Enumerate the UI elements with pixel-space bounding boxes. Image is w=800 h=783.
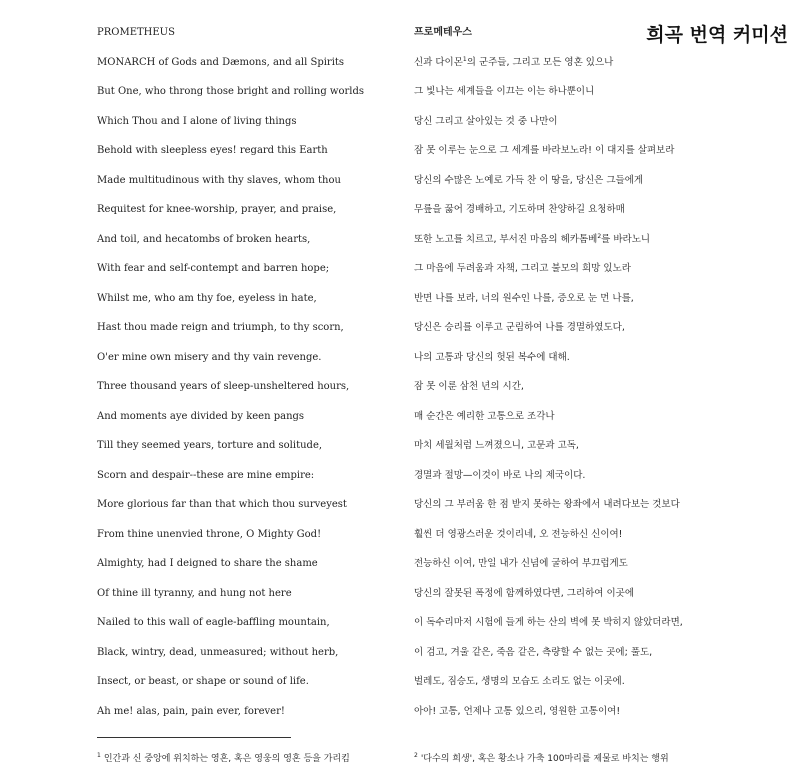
verse-text: 이 검고, 겨울 같은, 죽음 같은, 측량할 수 없는 곳에; 풀도, bbox=[414, 646, 653, 658]
verse-text: 그 빛나는 세계들을 이끄는 이는 하나뿐이니 bbox=[414, 86, 595, 97]
verse-line bbox=[414, 527, 754, 542]
verse-line: Black, wintry, dead, unmeasured; without herb, bbox=[97, 646, 339, 658]
verse-text: 아아! 고통, 언제나 고통 있으리, 영원한 고통이여! bbox=[414, 705, 621, 717]
verse-text: 를 바라노니 bbox=[601, 233, 651, 245]
verse-line bbox=[414, 291, 754, 306]
verse-text: 그 마음에 두려움과 자책, 그리고 불모의 희망 있노라 bbox=[414, 263, 631, 274]
korean-heading: 프로메테우스 bbox=[414, 27, 472, 38]
verse-line bbox=[414, 173, 754, 188]
english-heading: PROMETHEUS bbox=[97, 27, 175, 38]
verse-text: 매 순간은 예리한 고통으로 조각나 bbox=[414, 410, 555, 422]
verse-line: Nailed to this wall of eagle-baffling mountain, bbox=[97, 617, 330, 628]
verse-line: More glorious far than that which thou surveyest bbox=[97, 499, 347, 510]
footnote-1 bbox=[97, 751, 350, 764]
verse-line: Of thine ill tyranny, and hung not here bbox=[97, 587, 292, 599]
verse-line bbox=[414, 438, 754, 453]
verse-line: Hast thou made reign and triumph, to thy scorn, bbox=[97, 322, 344, 333]
verse-text: 훨씬 더 영광스러운 것이리네, 오 전능하신 신이여! bbox=[414, 528, 623, 540]
verse-line: Almighty, had I deigned to share the shame bbox=[97, 558, 318, 569]
verse-line bbox=[414, 232, 754, 247]
footnote-ref: 1 bbox=[462, 55, 467, 63]
verse-text: 신과 다이몬 bbox=[414, 56, 463, 68]
verse-text: 마치 세월처럼 느껴졌으니, 고문과 고독, bbox=[414, 440, 579, 451]
verse-text: 전능하신 이여, 만일 내가 신념에 굴하여 부끄럽게도 bbox=[414, 558, 628, 569]
verse-line bbox=[414, 704, 754, 719]
footnote-number: 2 bbox=[414, 752, 418, 759]
verse-line: Which Thou and I alone of living things bbox=[97, 115, 297, 127]
verse-line bbox=[414, 409, 754, 424]
verse-text: 당신 그리고 살아있는 것 중 나만이 bbox=[414, 115, 558, 127]
verse-text: 나의 고통과 당신의 헛된 복수에 대해. bbox=[414, 351, 570, 363]
footnote-text: '다수의 희생', 혹은 황소나 가축 100마리를 제물로 바치는 행위 bbox=[420, 754, 669, 764]
verse-line: Scorn and despair--these are mine empire: bbox=[97, 469, 315, 481]
footnote-divider bbox=[97, 737, 291, 738]
footnote-ref: 2 bbox=[597, 232, 602, 240]
verse-text: 의 군주들, 그리고 모든 영혼 있으나 bbox=[466, 56, 614, 68]
english-column bbox=[97, 25, 387, 733]
verse-line: From thine unenvied throne, O Mighty God! bbox=[97, 528, 322, 540]
verse-line bbox=[414, 497, 754, 512]
verse-line: Behold with sleepless eyes! regard this Earth bbox=[97, 145, 328, 156]
verse-text: 반면 나를 보라, 너의 원수인 나를, 증오로 눈 먼 나를, bbox=[414, 292, 634, 304]
verse-text: 당신은 승리를 이루고 군림하여 나를 경멸하였도다, bbox=[414, 322, 625, 333]
verse-line bbox=[414, 320, 754, 335]
verse-line bbox=[414, 645, 754, 660]
verse-text: 당신의 그 부러움 한 점 받지 못하는 왕좌에서 내려다보는 것보다 bbox=[414, 499, 680, 510]
verse-line: Ah me! alas, pain, pain ever, forever! bbox=[97, 705, 285, 717]
verse-line: Insect, or beast, or shape or sound of life. bbox=[97, 676, 309, 687]
verse-line: Requitest for knee-worship, prayer, and praise, bbox=[97, 204, 337, 215]
verse-text: 무릎을 꿇어 경배하고, 기도하며 찬양하길 요청하매 bbox=[414, 204, 625, 215]
footnote-text: 인간과 신 중앙에 위치하는 영혼, 혹은 영웅의 영혼 등을 가리킴 bbox=[103, 754, 350, 764]
verse-line: Till they seemed years, torture and solitude, bbox=[97, 440, 323, 451]
verse-line bbox=[414, 202, 754, 217]
verse-line: MONARCH of Gods and Dæmons, and all Spirits bbox=[97, 56, 345, 68]
verse-line bbox=[414, 350, 754, 365]
verse-line: Whilst me, who am thy foe, eyeless in hate, bbox=[97, 292, 317, 304]
verse-line bbox=[414, 615, 754, 630]
footnote-2 bbox=[414, 751, 669, 764]
verse-text: 이 독수리마저 시험에 들게 하는 산의 벽에 못 박히지 않았더라면, bbox=[414, 617, 683, 628]
verse-line: With fear and self-contempt and barren hope; bbox=[97, 263, 330, 274]
verse-text: 벌레도, 짐승도, 생명의 모습도 소리도 없는 이곳에. bbox=[414, 676, 625, 687]
footnote-number: 1 bbox=[97, 752, 101, 759]
verse-line bbox=[414, 84, 754, 99]
english-verse bbox=[97, 55, 387, 719]
korean-verse bbox=[414, 55, 754, 719]
verse-line: Made multitudinous with thy slaves, whom thou bbox=[97, 174, 341, 186]
verse-text: 당신의 수많은 노예로 가득 찬 이 땅을, 당신은 그들에게 bbox=[414, 174, 644, 186]
verse-line bbox=[414, 114, 754, 129]
korean-column bbox=[414, 25, 754, 733]
verse-line bbox=[414, 674, 754, 689]
verse-line: And toil, and hecatombs of broken hearts, bbox=[97, 233, 311, 245]
verse-line bbox=[414, 143, 754, 158]
verse-line bbox=[414, 586, 754, 601]
verse-text: 잠 못 이룬 삼천 년의 시간, bbox=[414, 381, 524, 392]
verse-text: 잠 못 이루는 눈으로 그 세계를 바라보노라! 이 대지를 살펴보라 bbox=[414, 145, 675, 156]
brand-title: 희곡 번역 커미션 bbox=[646, 24, 788, 46]
verse-text: 또한 노고를 치르고, 부서진 마음의 헤카톰베 bbox=[414, 233, 598, 245]
verse-text: 경멸과 절망—이것이 바로 나의 제국이다. bbox=[414, 469, 586, 481]
verse-line: Three thousand years of sleep-unsheltered hours, bbox=[97, 381, 350, 392]
verse-line bbox=[414, 468, 754, 483]
verse-line bbox=[414, 55, 754, 70]
verse-line bbox=[414, 556, 754, 571]
verse-text: 당신의 잘못된 폭정에 함께하였다면, 그리하여 이곳에 bbox=[414, 587, 635, 599]
verse-line: O'er mine own misery and thy vain revenge. bbox=[97, 351, 322, 363]
verse-line bbox=[414, 261, 754, 276]
verse-line bbox=[414, 379, 754, 394]
verse-line: And moments aye divided by keen pangs bbox=[97, 410, 305, 422]
verse-line: But One, who throng those bright and rolling worlds bbox=[97, 86, 364, 97]
